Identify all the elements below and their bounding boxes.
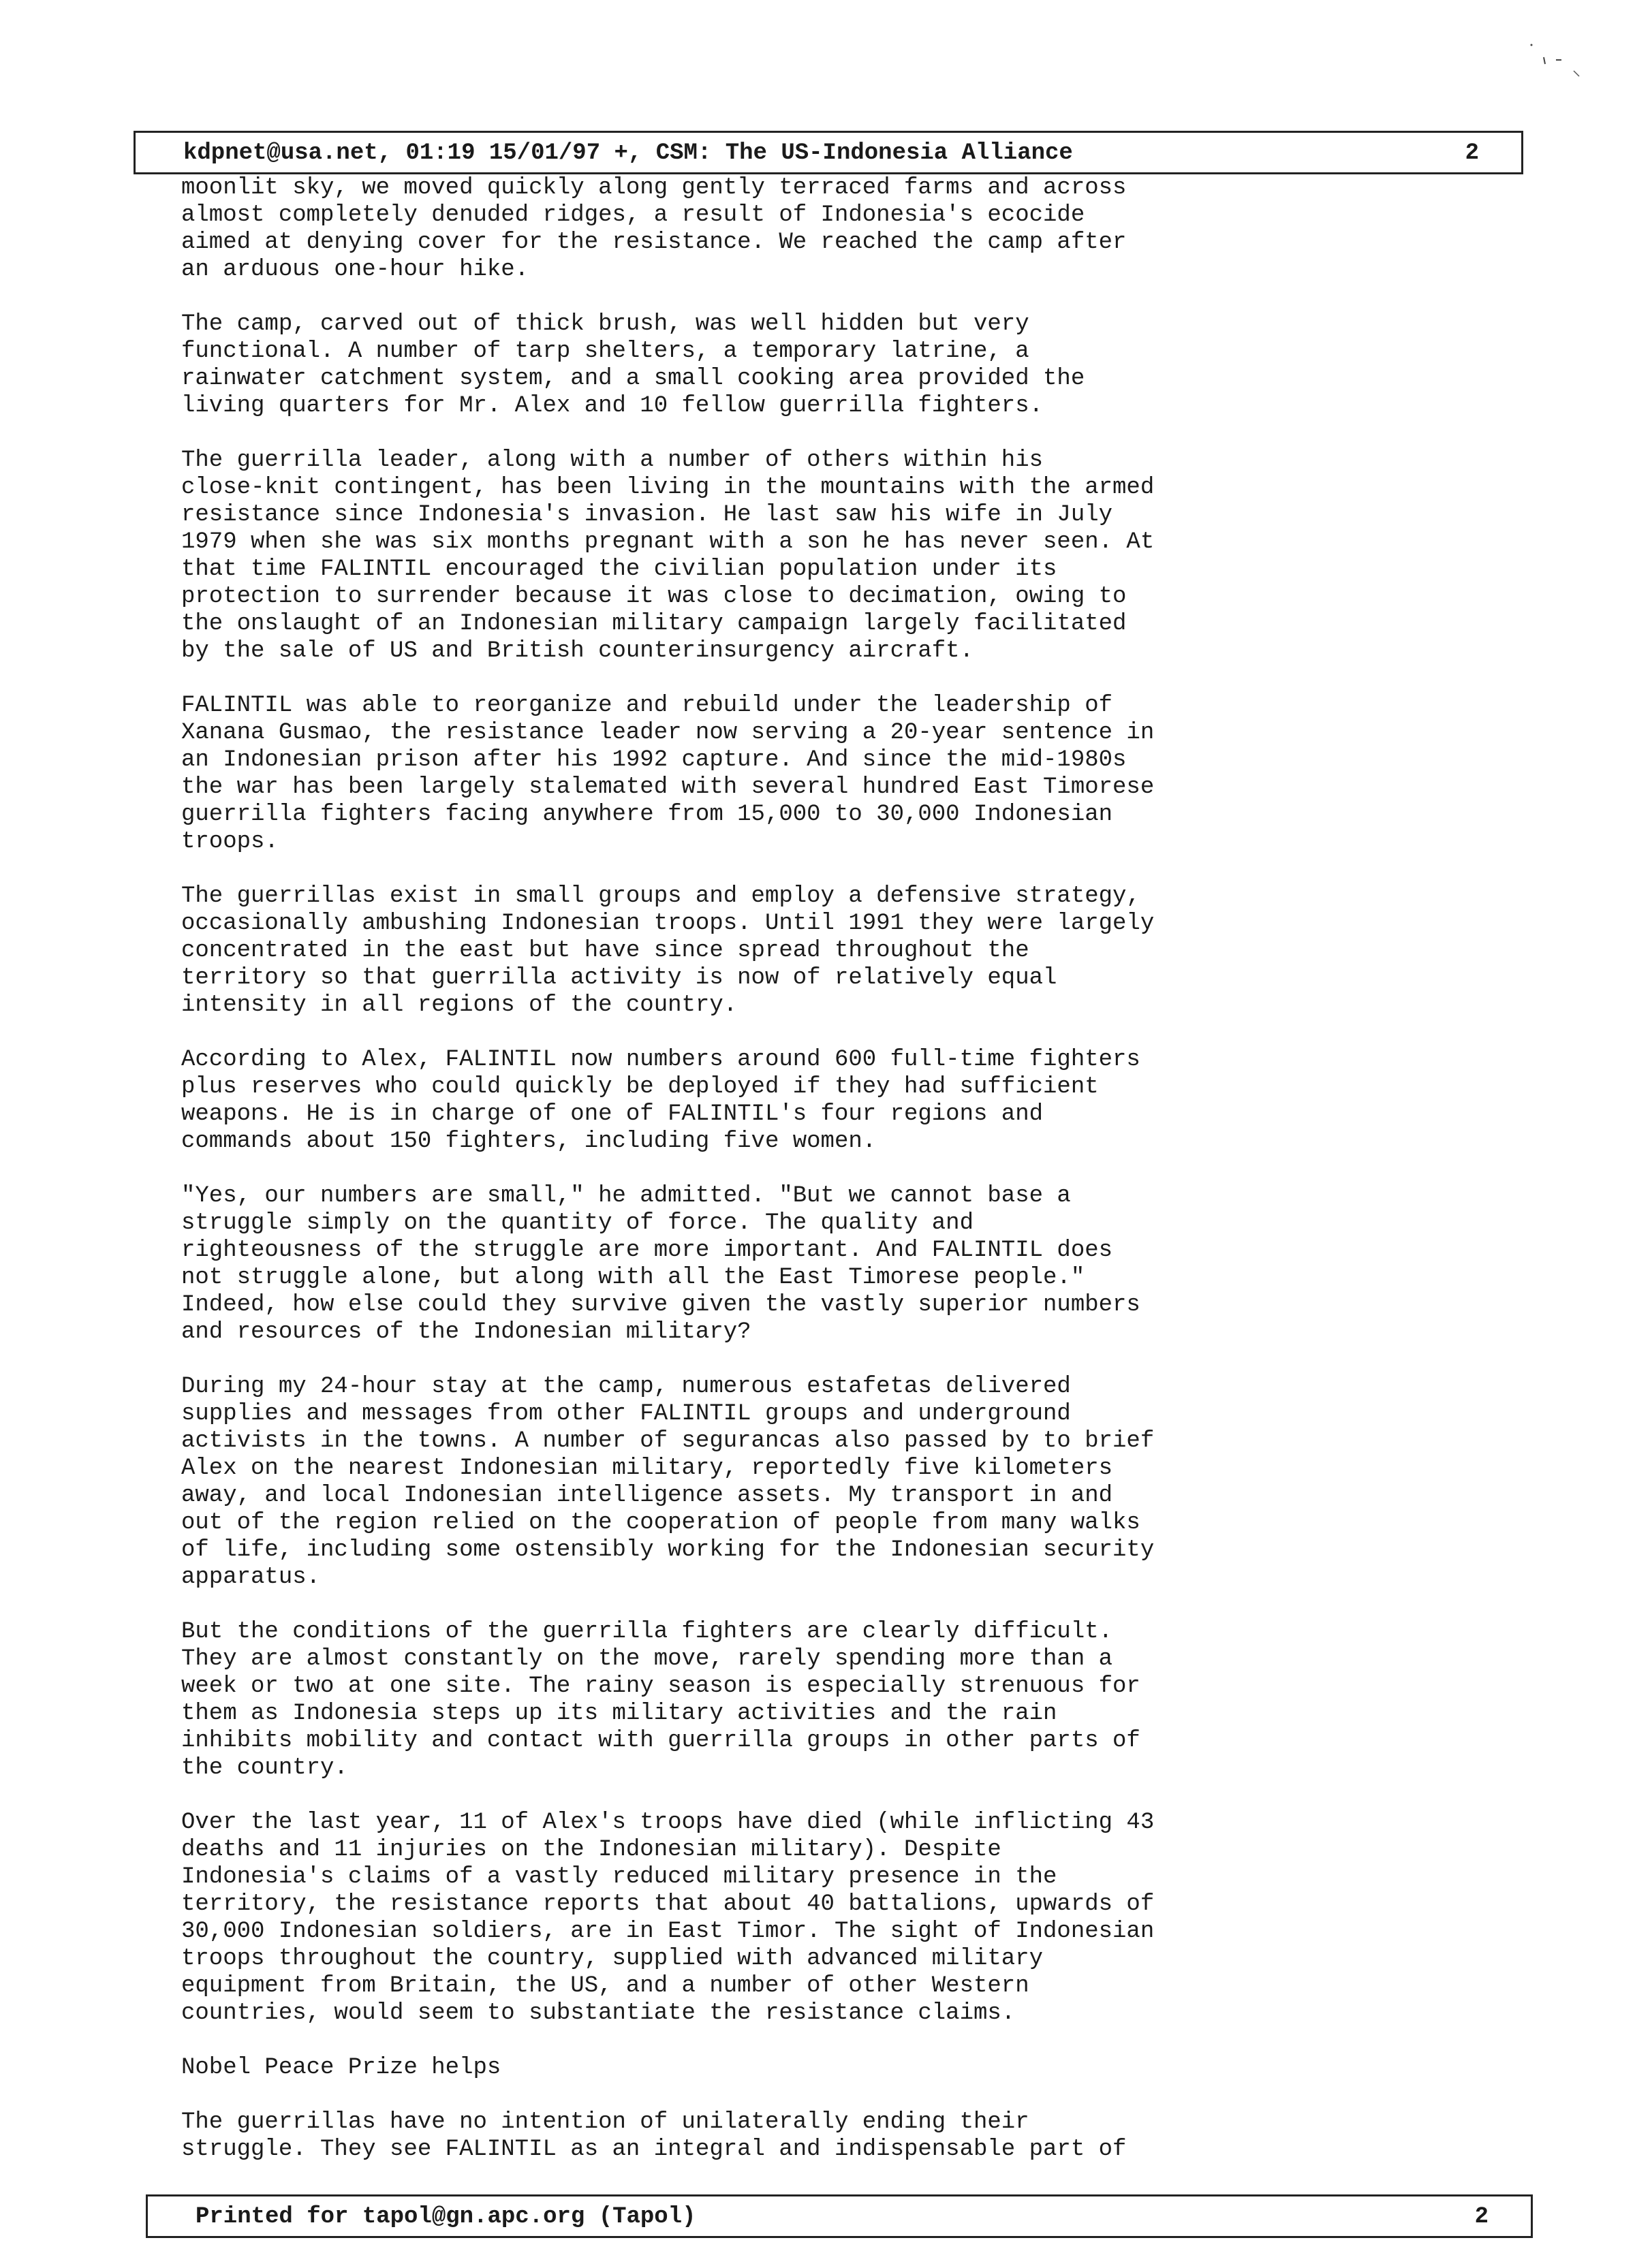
paragraph: The guerrillas have no intention of unilaterally ending their struggle. They see FALINTIL as an integral and indispensable part of — [181, 2109, 1127, 2162]
paragraph: The camp, carved out of thick brush, was well hidden but very functional. A number of tarp shelters, a temporary latrine, a rainwater catchment system, and a small cooking area provided the living quarters for Mr. Alex and 10 fellow guerrilla fighters. — [181, 311, 1085, 419]
paragraph: During my 24-hour stay at the camp, numerous estafetas delivered supplies and messages from other FALINTIL groups and underground activists in the towns. A number of segurancas also passed by to brief Alex on the nearest Indonesian military, reportedly five kilometers away, and local Indonesian intelligence assets. My transport in and out of the region relied on the cooperation of people from many walks of life, including some ostensibly working for the Indonesian security apparatus. — [181, 1374, 1155, 1590]
page-header — [134, 131, 1523, 174]
paragraph: FALINTIL was able to reorganize and rebuild under the leadership of Xanana Gusmao, the resistance leader now serving a 20-year sentence in an Indonesian prison after his 1992 capture. And since the mid-1980s the war has been largely stalemated with several hundred East Timorese guerrilla fighters facing anywhere from 15,000 to 30,000 Indonesian troops. — [181, 693, 1155, 855]
article-body — [181, 174, 1476, 2163]
page-footer — [146, 2194, 1533, 2238]
paragraph: But the conditions of the guerrilla fighters are clearly difficult. They are almost constantly on the move, rarely spending more than a week or two at one site. The rainy season is especially strenuous for them as Indonesia steps up its military activities and the rain inhibits mobility and contact with guerrilla groups in other parts of the country. — [181, 1619, 1140, 1781]
paragraph: moonlit sky, we moved quickly along gently terraced farms and across almost completely denuded ridges, a result of Indonesia's ecocide aimed at denying cover for the resistance. We reached the camp after an arduous one-hour hike. — [181, 175, 1127, 283]
section-heading: Nobel Peace Prize helps — [181, 2055, 501, 2081]
paragraph: "Yes, our numbers are small," he admitted. "But we cannot base a struggle simply on the quantity of force. The quality and righteousness of the struggle are more important. And FALINTIL does not struggle alone, but along with all the East Timorese people." Indeed, how else could they survive given the vastly superior numbers and resources of the Indonesian military? — [181, 1183, 1140, 1345]
scan-specks — [1526, 41, 1608, 95]
paragraph: According to Alex, FALINTIL now numbers around 600 full-time fighters plus reserves who could quickly be deployed if they had sufficient weapons. He is in charge of one of FALINTIL's four regions and commands about 150 fighters, including five women. — [181, 1047, 1140, 1154]
paragraph: Over the last year, 11 of Alex's troops have died (while inflicting 43 deaths and 11 injuries on the Indonesian military). Despite Indonesia's claims of a vastly reduced military presence in the territory, the resistance reports that about 40 battalions, upwards of 30,000 Indonesian soldiers, are in East Timor. The sight of Indonesian troops throughout the country, supplied with advanced military equipment from Britain, the US, and a number of other Western countries, would seem to substantiate the resistance claims. — [181, 1810, 1155, 2026]
paragraph: The guerrillas exist in small groups and employ a defensive strategy, occasionally ambushing Indonesian troops. Until 1991 they were largely concentrated in the east but have since spread throughout the territory so that guerrilla activity is now of relatively equal intensity in all regions of the country. — [181, 883, 1155, 1018]
footer-title: Printed for tapol@gn.apc.org (Tapol) — [196, 2204, 696, 2230]
paragraph: The guerrilla leader, along with a number of others within his close-knit contingent, has been living in the mountains with the armed resistance since Indonesia's invasion. He last saw his wife in July 1979 when she was six months pregnant with a son he has never seen. At that time FALINTIL encouraged the civilian population under its protection to surrender because it was close to decimation, owing to the onslaught of an Indonesian military campaign largely facilitated by the sale of US and British counterinsurgency aircraft. — [181, 447, 1155, 664]
header-page-number: 2 — [1465, 140, 1479, 166]
header-title: kdpnet@usa.net, 01:19 15/01/97 +, CSM: The US-Indonesia Alliance — [183, 140, 1073, 166]
footer-page-number: 2 — [1474, 2204, 1489, 2230]
